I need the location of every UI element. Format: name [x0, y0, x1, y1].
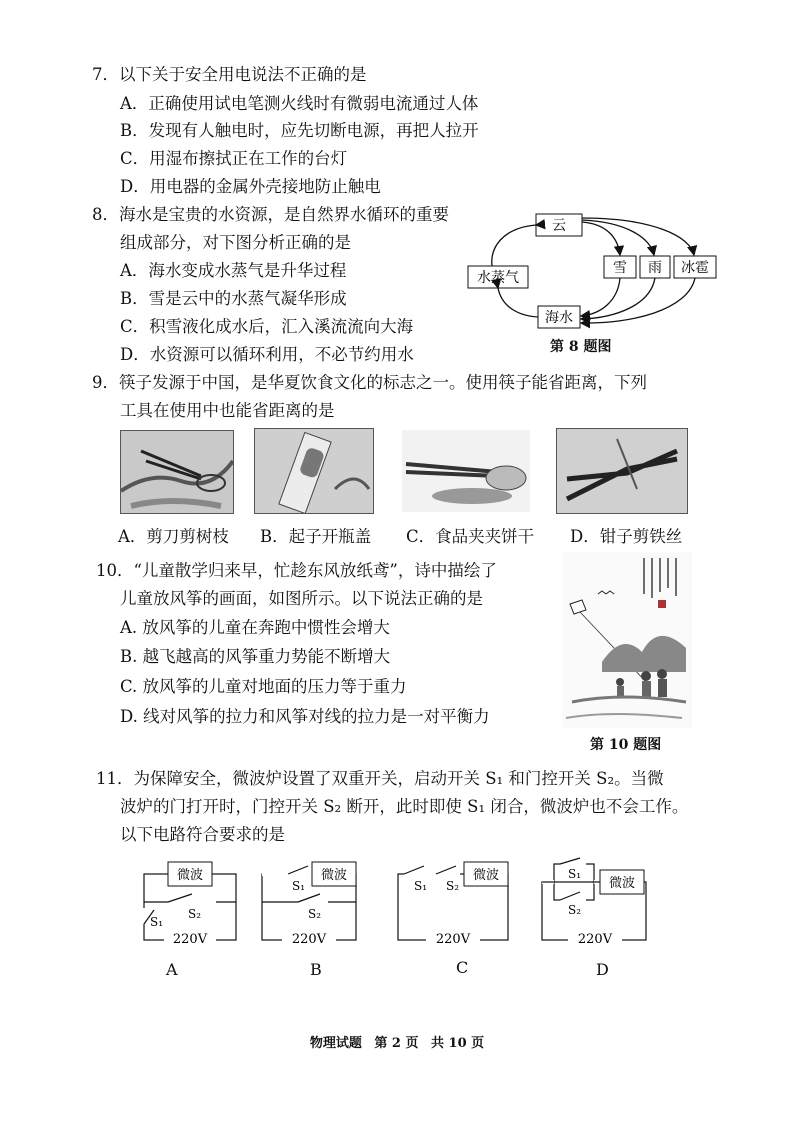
q9-option-d: D．钳子剪铁丝: [570, 527, 683, 546]
voltage-label: 220V: [577, 932, 613, 946]
circuit-b-letter: B: [310, 960, 322, 979]
voltage-label: 220V: [172, 932, 208, 946]
q7-option-c: C．用湿布擦拭正在工作的台灯: [120, 149, 348, 168]
cloud-to-rain-arrow: [582, 220, 654, 255]
rain-to-sea-arrow: [581, 278, 655, 319]
circuit-c: [394, 856, 514, 946]
q10-option-a: A. 放风筝的儿童在奔跑中惯性会增大: [120, 618, 390, 637]
q9-option-c: C．食品夹夹饼干: [406, 527, 535, 546]
s1-label: S₁: [568, 867, 582, 881]
circuit-a-letter: A: [166, 960, 178, 979]
q11-stem-line1: 11．为保障安全，微波炉设置了双重开关，启动开关 S₁ 和门控开关 S₂。当微: [96, 769, 664, 788]
s2-label: S₂: [446, 879, 460, 893]
q8-option-a: A．海水变成水蒸气是升华过程: [120, 261, 347, 280]
voltage-label: 220V: [435, 932, 471, 946]
s1-label: S₁: [292, 879, 306, 893]
device-label: 微波: [176, 868, 204, 883]
q10-figure-caption: 第 10 题图: [590, 737, 662, 753]
cloud-to-hail-arrow: [582, 218, 694, 255]
s2-label: S₂: [308, 907, 322, 921]
hail-to-sea-arrow: [581, 278, 695, 323]
food-tongs-photo: [402, 430, 530, 512]
vapor-label: 水蒸气: [477, 270, 519, 286]
circuit-a: [140, 856, 240, 946]
snow-to-sea-arrow: [581, 278, 620, 316]
q9-stem-line2: 工具在使用中也能省距离的是: [120, 401, 335, 420]
q7-stem: 7．以下关于安全用电说法不正确的是: [92, 65, 367, 84]
q10-option-d: D. 线对风筝的拉力和风筝对线的拉力是一对平衡力: [120, 707, 490, 726]
circuit-d-letter: D: [596, 960, 609, 979]
q9-option-b: B．起子开瓶盖: [260, 527, 372, 546]
footer-page: 第 2 页: [374, 1036, 419, 1051]
s2-label: S₂: [188, 907, 202, 921]
hail-label: 冰雹: [681, 260, 709, 276]
q9-option-a: A．剪刀剪树枝: [118, 527, 229, 546]
q8-option-d: D．水资源可以循环利用，不必节约用水: [120, 345, 414, 364]
device-label: 微波: [608, 876, 636, 891]
circuit-d: [538, 856, 650, 946]
q10-stem-line2: 儿童放风筝的画面，如图所示。以下说法正确的是: [120, 589, 483, 608]
device-label: 微波: [472, 868, 500, 883]
q8-option-c: C．积雪液化成水后，汇入溪流流向大海: [120, 317, 414, 336]
q8-stem-line1: 8．海水是宝贵的水资源，是自然界水循环的重要: [92, 205, 449, 224]
circuit-b: [258, 856, 360, 946]
q8-figure-caption: 第 8 题图: [550, 339, 612, 355]
q7-option-b: B．发现有人触电时，应先切断电源，再把人拉开: [120, 121, 479, 140]
q7-option-a: A．正确使用试电笔测火线时有微弱电流通过人体: [120, 94, 479, 113]
q9-stem-line1: 9．筷子发源于中国，是华夏饮食文化的标志之一。使用筷子能省距离，下列: [92, 373, 647, 392]
rain-label: 雨: [648, 260, 662, 276]
vapor-to-cloud-arrow: [492, 225, 536, 266]
circuit-c-letter: C: [456, 958, 469, 977]
cloud-label: 云: [552, 218, 566, 234]
page-footer: [0, 1032, 794, 1051]
q7-option-d: D．用电器的金属外壳接地防止触电: [120, 177, 381, 196]
device-label: 微波: [320, 868, 348, 883]
sea-label: 海水: [545, 310, 573, 326]
footer-total: 共 10 页: [431, 1036, 485, 1051]
sea-to-vapor-arrow: [498, 288, 538, 317]
footer-subject: 物理试题: [309, 1036, 362, 1051]
q11-stem-line2: 波炉的门打开时，门控开关 S₂ 断开，此时即使 S₁ 闭合，微波炉也不会工作。: [120, 797, 689, 816]
water-cycle-diagram: [462, 204, 722, 332]
voltage-label: 220V: [291, 932, 327, 946]
q10-option-c: C. 放风筝的儿童对地面的压力等于重力: [120, 677, 407, 696]
snow-label: 雪: [613, 260, 627, 276]
q10-stem-line1: 10．“儿童散学归来早，忙趁东风放纸鸢”，诗中描绘了: [96, 561, 497, 580]
kite-painting: [562, 552, 692, 728]
scissors-branch-photo: [120, 430, 234, 514]
bottle-opener-photo: [254, 428, 374, 514]
cloud-to-snow-arrow: [582, 222, 620, 255]
q8-option-b: B．雪是云中的水蒸气凝华形成: [120, 289, 347, 308]
s2-label: S₂: [568, 903, 582, 917]
q8-stem-line2: 组成部分，对下图分析正确的是: [120, 233, 351, 252]
s1-label: S₁: [150, 915, 164, 929]
pliers-wire-photo: [556, 428, 688, 514]
s1-label: S₁: [414, 879, 428, 893]
q11-stem-line3: 以下电路符合要求的是: [120, 825, 285, 844]
q10-option-b: B. 越飞越高的风筝重力势能不断增大: [120, 647, 391, 666]
